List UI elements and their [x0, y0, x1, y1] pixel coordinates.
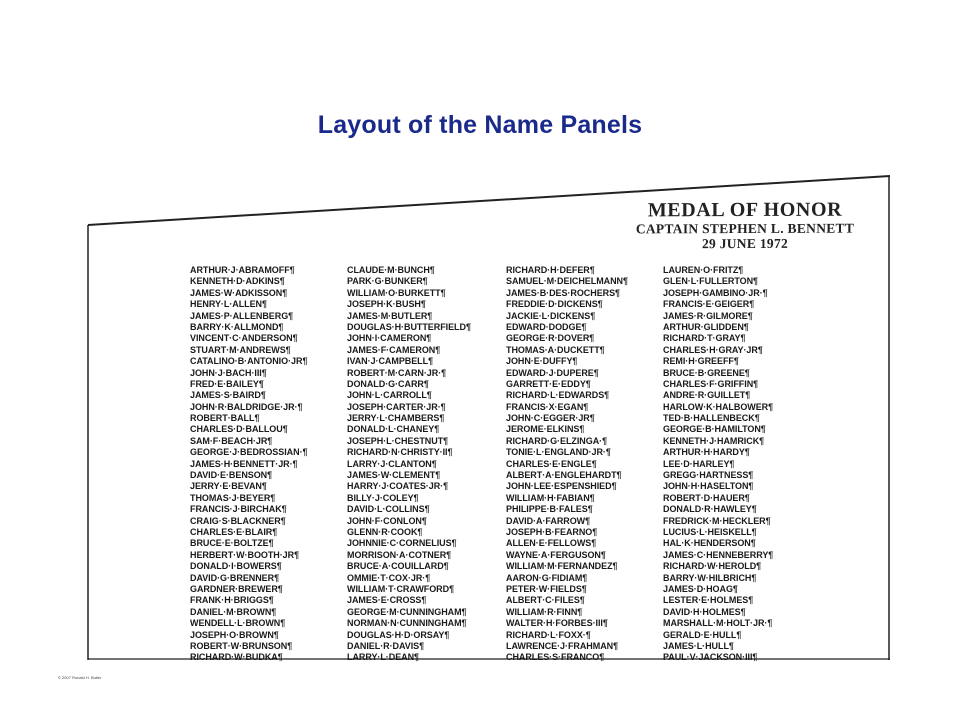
- name-entry: FRANCIS·J·BIRCHAK¶: [190, 504, 287, 515]
- name-entry: SAMUEL·M·DEICHELMANN¶: [506, 276, 628, 287]
- name-entry: LUCIUS·L·HEISKELL¶: [663, 526, 757, 537]
- name-entry: DAVID·E·BENSON¶: [190, 470, 273, 481]
- name-entry: GARDNER·BREWER¶: [190, 583, 283, 594]
- name-entry: JOHN·J·BACH·III¶: [190, 367, 267, 378]
- name-entry: DAVID·G·BRENNER¶: [190, 572, 280, 583]
- name-entry: BARRY·W·HILBRICH¶: [663, 572, 757, 583]
- name-entry: WILLIAM·O·BURKETT¶: [347, 287, 446, 298]
- name-entry: CRAIG·S·BLACKNER¶: [190, 515, 286, 526]
- name-entry: BARRY·K·ALLMOND¶: [190, 321, 284, 332]
- name-entry: DOUGLAS·H·BUTTERFIELD¶: [347, 321, 471, 332]
- name-entry: ARTHUR·GLIDDEN¶: [663, 321, 749, 332]
- name-entry: JOHN·I·CAMERON¶: [347, 333, 432, 344]
- name-entry: CHARLES·E·ENGLE¶: [506, 458, 597, 469]
- name-entry: ROBERT·BALL¶: [190, 413, 260, 424]
- name-entry: PARK·G·BUNKER¶: [347, 276, 428, 287]
- name-entry: TED·B·HALLENBECK¶: [663, 413, 760, 424]
- name-entry: MARSHALL·M·HOLT·JR·¶: [663, 618, 773, 629]
- name-entry: DONALD·G·CARR¶: [347, 378, 429, 389]
- name-entry: LARRY·J·CLANTON¶: [347, 458, 437, 469]
- name-entry: LAUREN·O·FRITZ¶: [663, 265, 744, 275]
- name-entry: JOHN·C·EGGER·JR¶: [506, 413, 595, 424]
- name-entry: JAMES·S·BAIRD¶: [190, 390, 266, 401]
- name-entry: ANDRE·R·GUILLET¶: [663, 390, 751, 401]
- name-entry: JACKIE·L·DICKENS¶: [506, 310, 596, 321]
- name-entry: JAMES·R·GILMORE¶: [663, 310, 753, 321]
- name-entry: GEORGE·R·DOVER¶: [506, 333, 595, 344]
- name-entry: CHARLES·S·FRANCO¶: [506, 652, 605, 663]
- name-entry: WAYNE·A·FERGUSON¶: [506, 549, 606, 560]
- name-entry: JAMES·C·HENNEBERRY¶: [663, 549, 774, 560]
- name-entry: HARLOW·K·HALBOWER¶: [663, 401, 774, 412]
- name-entry: GEORGE·B·HAMILTON¶: [663, 424, 766, 435]
- name-entry: RICHARD·N·CHRISTY·II¶: [347, 447, 453, 458]
- name-entry: CHARLES·D·BALLOU¶: [190, 424, 288, 435]
- name-entry: JOHN·E·DUFFY¶: [506, 356, 578, 367]
- name-entry: LEE·D·HARLEY¶: [663, 458, 735, 469]
- name-entry: PHILIPPE·B·FALES¶: [506, 504, 593, 515]
- name-entry: IVAN·J·CAMPBELL¶: [347, 356, 434, 367]
- name-entry: JERRY·E·BEVAN¶: [190, 481, 267, 492]
- name-entry: FREDRICK·M·HECKLER¶: [663, 515, 771, 526]
- name-entry: BRUCE·E·BOLTZE¶: [190, 538, 274, 549]
- name-entry: MORRISON·A·COTNER¶: [347, 549, 452, 560]
- copyright-notice: © 2007 Ronald H. Butler: [58, 675, 102, 680]
- name-entry: FRED·E·BAILEY¶: [190, 378, 264, 389]
- name-entry: RICHARD·W·HEROLD¶: [663, 561, 762, 572]
- name-entry: DANIEL·R·DAVIS¶: [347, 640, 425, 651]
- name-entry: JOHN·L·CARROLL¶: [347, 390, 432, 401]
- name-entry: ARTHUR·H·HARDY¶: [663, 447, 750, 458]
- name-entry: GERALD·E·HULL¶: [663, 629, 742, 640]
- name-entry: GEORGE·M·CUNNINGHAM¶: [347, 606, 467, 617]
- name-entry: TONIE·L·ENGLAND·JR·¶: [506, 447, 611, 458]
- name-entry: JOHN·LEE·ESPENSHIED¶: [506, 481, 617, 492]
- name-entry: RICHARD·T·GRAY¶: [663, 333, 746, 344]
- name-entry: JERRY·L·CHAMBERS¶: [347, 413, 445, 424]
- name-entry: JOSEPH·O·BROWN¶: [190, 629, 279, 640]
- name-entry: WILLIAM·R·FINN¶: [506, 606, 583, 617]
- names-column-2: [347, 265, 507, 664]
- name-entry: BILLY·J·COLEY¶: [347, 492, 419, 503]
- name-entry: LESTER·E·HOLMES¶: [663, 595, 754, 606]
- name-entry: SAM·F·BEACH·JR¶: [190, 435, 273, 446]
- panel-date: 29 JUNE 1972: [701, 235, 789, 252]
- name-entry: STUART·M·ANDREWS¶: [190, 344, 291, 355]
- name-entry: JAMES·W·ADKISSON¶: [190, 287, 288, 298]
- name-entry: CLAUDE·M·BUNCH¶: [347, 265, 435, 275]
- name-entry: JAMES·E·CROSS¶: [347, 595, 427, 606]
- name-entry: JAMES·D·HOAG¶: [663, 583, 738, 594]
- name-entry: JEROME·ELKINS¶: [506, 424, 585, 435]
- name-entry: CHARLES·E·BLAIR¶: [190, 526, 278, 537]
- name-entry: JAMES·W·CLEMENT¶: [347, 470, 441, 481]
- name-entry: RICHARD·L·FOXX·¶: [506, 629, 591, 640]
- name-entry: CHARLES·H·GRAY·JR¶: [663, 344, 763, 355]
- name-entry: DAVID·H·HOLMES¶: [663, 606, 746, 617]
- name-entry: NORMAN·N·CUNNINGHAM¶: [347, 618, 467, 629]
- name-entry: PAUL·V·JACKSON·III¶: [663, 652, 758, 663]
- panel-heading: MEDAL OF HONOR: [647, 198, 843, 222]
- name-entry: FRANCIS·X·EGAN¶: [506, 401, 589, 412]
- name-entry: DONALD·L·CHANEY¶: [347, 424, 440, 435]
- name-entry: PETER·W·FIELDS¶: [506, 583, 587, 594]
- name-entry: JOHN·R·BALDRIDGE·JR·¶: [190, 401, 303, 412]
- name-entry: DONALD·R·HAWLEY¶: [663, 504, 757, 515]
- name-entry: WENDELL·L·BROWN¶: [190, 618, 286, 629]
- name-entry: GEORGE·J·BEDROSSIAN·¶: [190, 447, 308, 458]
- name-entry: WALTER·H·FORBES·III¶: [506, 618, 608, 629]
- name-entry: JAMES·B·DES·ROCHERS¶: [506, 287, 621, 298]
- name-entry: BRUCE·B·GREENE¶: [663, 367, 750, 378]
- name-entry: ROBERT·D·HAUER¶: [663, 492, 750, 503]
- name-entry: HAL·K·HENDERSON¶: [663, 538, 756, 549]
- name-entry: FRANK·H·BRIGGS¶: [190, 595, 274, 606]
- name-entry: EDWARD·DODGE¶: [506, 321, 587, 332]
- name-entry: WILLIAM·H·FABIAN¶: [506, 492, 595, 503]
- name-entry: REMI·H·GREEFF¶: [663, 356, 739, 367]
- name-entry: JOHN·H·HASELTON¶: [663, 481, 754, 492]
- name-entry: RICHARD·G·ELZINGA·¶: [506, 435, 608, 446]
- name-entry: ALBERT·A·ENGLEHARDT¶: [506, 470, 622, 481]
- name-entry: OMMIE·T·COX·JR·¶: [347, 572, 431, 583]
- names-column-1: [190, 265, 350, 664]
- name-entry: DONALD·I·BOWERS¶: [190, 561, 282, 572]
- name-entry: HERBERT·W·BOOTH·JR¶: [190, 549, 300, 560]
- name-entry: RICHARD·W·BUDKA¶: [190, 652, 283, 663]
- name-entry: CHARLES·F·GRIFFIN¶: [663, 378, 759, 389]
- name-entry: JOSEPH·CARTER·JR·¶: [347, 401, 446, 412]
- name-entry: JAMES·H·BENNETT·JR·¶: [190, 458, 298, 469]
- name-entry: ROBERT·M·CARN·JR·¶: [347, 367, 447, 378]
- names-column-4: [663, 265, 823, 664]
- name-entry: ALBERT·C·FILES¶: [506, 595, 585, 606]
- name-entry: FREDDIE·D·DICKENS¶: [506, 299, 603, 310]
- name-entry: EDWARD·J·DUPERE¶: [506, 367, 599, 378]
- name-entry: DAVID·L·COLLINS¶: [347, 504, 430, 515]
- name-entry: ROBERT·W·BRUNSON¶: [190, 640, 293, 651]
- name-entry: GLEN·L·FULLERTON¶: [663, 276, 758, 287]
- name-entry: LARRY·L·DEAN¶: [347, 652, 420, 663]
- name-entry: ALLEN·E·FELLOWS¶: [506, 538, 597, 549]
- name-entry: KENNETH·J·HAMRICK¶: [663, 435, 765, 446]
- slide-title: Layout of the Name Panels: [317, 111, 643, 139]
- name-entry: DOUGLAS·H·D·ORSAY¶: [347, 629, 450, 640]
- name-entry: WILLIAM·M·FERNANDEZ¶: [506, 561, 618, 572]
- name-entry: VINCENT·C·ANDERSON¶: [190, 333, 298, 344]
- name-entry: JOSEPH·L·CHESTNUT¶: [347, 435, 449, 446]
- name-entry: GLENN·R·COOK¶: [347, 526, 423, 537]
- name-entry: CATALINO·B·ANTONIO·JR¶: [190, 356, 308, 367]
- name-entry: JOHN·F·CONLON¶: [347, 515, 427, 526]
- name-entry: JAMES·P·ALLENBERG¶: [190, 310, 294, 321]
- name-entry: GREGG·HARTNESS¶: [663, 470, 754, 481]
- name-entry: THOMAS·J·BEYER¶: [190, 492, 276, 503]
- name-entry: JOSEPH·B·FEARNO¶: [506, 526, 598, 537]
- name-entry: DAVID·A·FARROW¶: [506, 515, 591, 526]
- name-entry: KENNETH·D·ADKINS¶: [190, 276, 285, 287]
- panel-subheading: CAPTAIN STEPHEN L. BENNETT: [635, 220, 855, 237]
- name-entry: JAMES·L·HULL¶: [663, 640, 734, 651]
- name-entry: RICHARD·H·DEFER¶: [506, 265, 595, 275]
- names-column-3: [506, 265, 666, 664]
- name-entry: GARRETT·E·EDDY¶: [506, 378, 591, 389]
- name-entry: JOSEPH·K·BUSH¶: [347, 299, 426, 310]
- name-entry: ARTHUR·J·ABRAMOFF¶: [190, 265, 295, 275]
- name-entry: FRANCIS·E·GEIGER¶: [663, 299, 755, 310]
- name-entry: RICHARD·L·EDWARDS¶: [506, 390, 610, 401]
- name-entry: JAMES·M·BUTLER¶: [347, 310, 433, 321]
- name-entry: BRUCE·A·COUILLARD¶: [347, 561, 449, 572]
- name-entry: LAWRENCE·J·FRAHMAN¶: [506, 640, 619, 651]
- panel-header: [600, 199, 890, 252]
- name-entry: HENRY·L·ALLEN¶: [190, 299, 267, 310]
- name-entry: THOMAS·A·DUCKETT¶: [506, 344, 605, 355]
- name-entry: AARON·G·FIDIAM¶: [506, 572, 588, 583]
- name-entry: JOSEPH·GAMBINO·JR·¶: [663, 287, 768, 298]
- name-entry: JOHNNIE·C·CORNELIUS¶: [347, 538, 457, 549]
- name-entry: DANIEL·M·BROWN¶: [190, 606, 277, 617]
- name-entry: WILLIAM·T·CRAWFORD¶: [347, 583, 455, 594]
- name-entry: HARRY·J·COATES·JR·¶: [347, 481, 449, 492]
- name-entry: JAMES·F·CAMERON¶: [347, 344, 441, 355]
